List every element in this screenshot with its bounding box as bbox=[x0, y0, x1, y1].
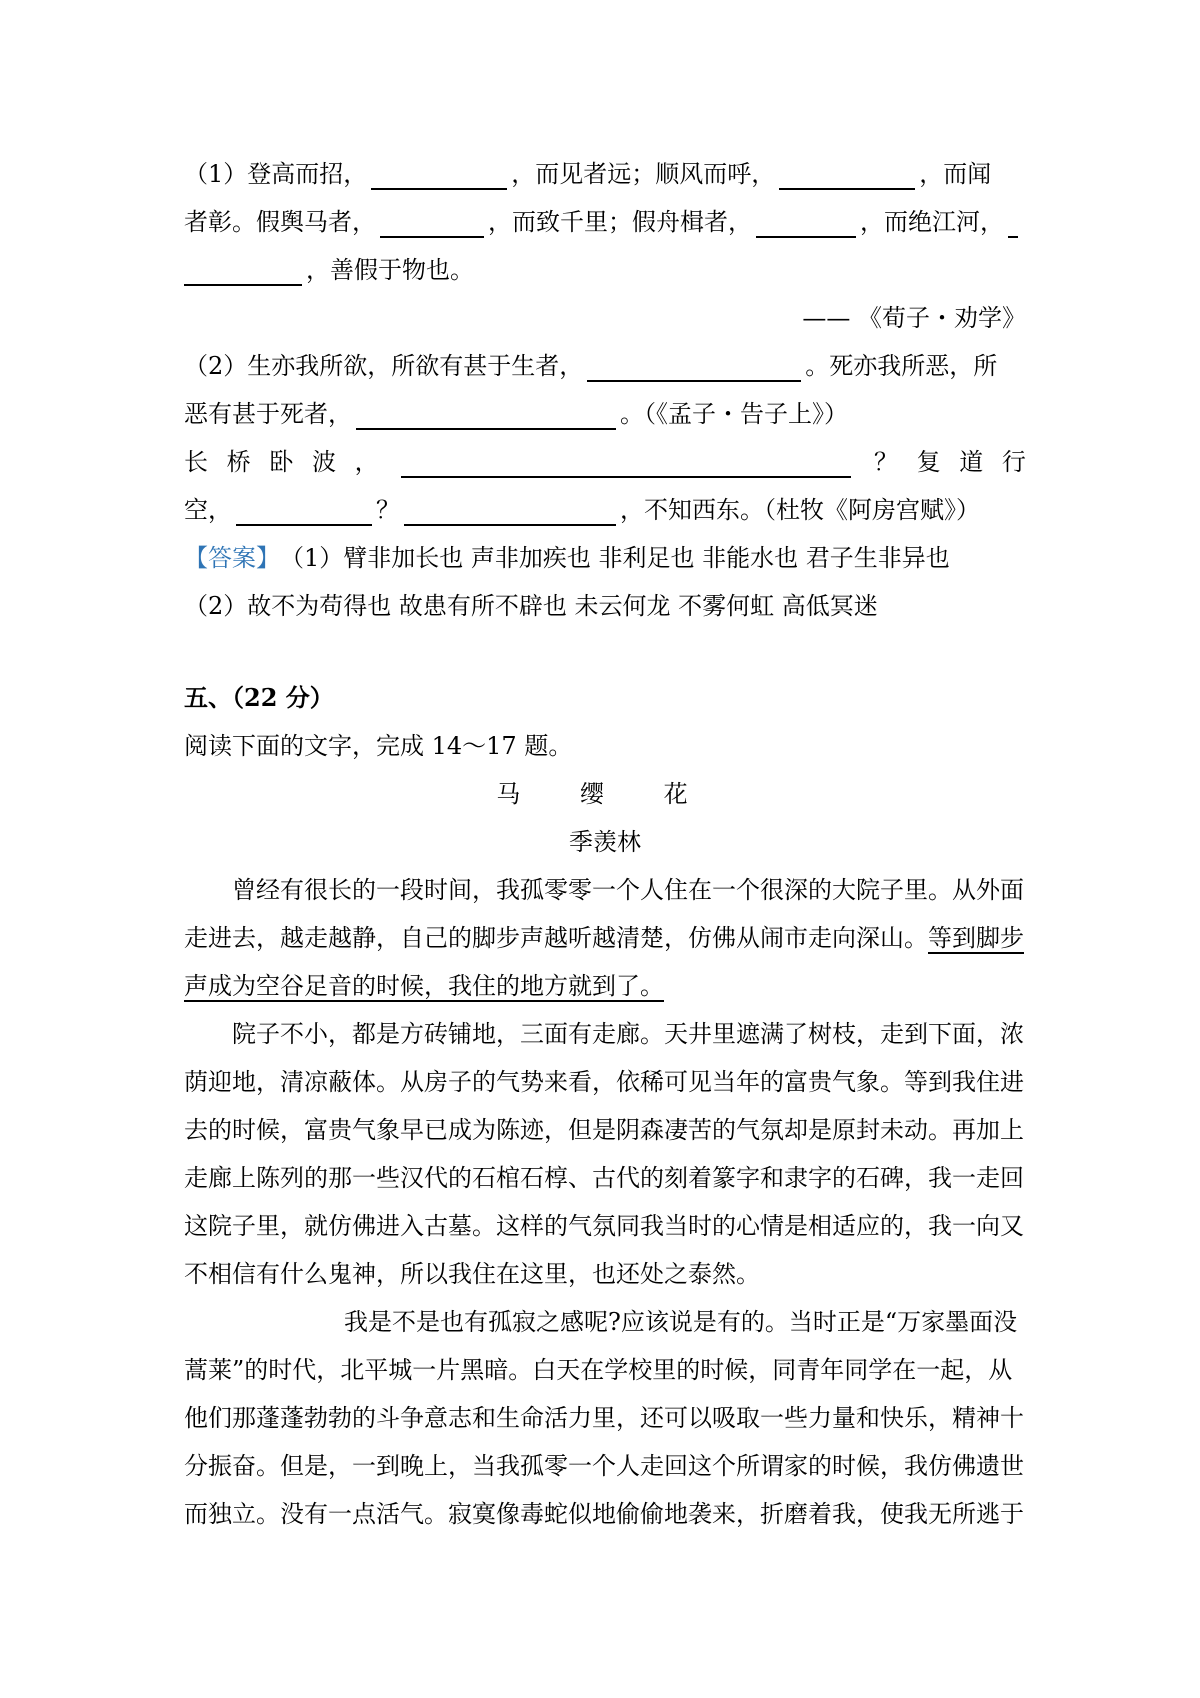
document-page bbox=[184, 150, 1026, 1538]
section-instruction bbox=[184, 722, 1026, 770]
fill-blank[interactable] bbox=[1008, 206, 1018, 238]
q2-char: 卧 bbox=[269, 448, 294, 476]
essay-line bbox=[184, 1154, 1026, 1202]
section-heading bbox=[184, 674, 1026, 722]
fill-blank[interactable] bbox=[236, 494, 372, 526]
q2-char: ？ bbox=[873, 448, 898, 476]
q1-text: ，而闻 bbox=[919, 160, 992, 188]
section-instruction-text: 阅读下面的文字，完成 14～17 题。 bbox=[184, 732, 573, 760]
essay-text: 我是不是也有孤寂之感呢?应该说是有的。当时正是“万家墨面没 bbox=[344, 1308, 1018, 1336]
fill-blank[interactable] bbox=[356, 398, 616, 430]
q1-line-3 bbox=[184, 246, 1026, 294]
section-heading-text: 五、（22 分） bbox=[184, 683, 334, 712]
essay-text: 这院子里，就仿佛进入古墓。这样的气氛同我当时的心情是相适应的，我一向又 bbox=[184, 1212, 1024, 1240]
q2-char: 行 bbox=[1001, 448, 1026, 476]
q2-char: 波 bbox=[311, 448, 336, 476]
answer-text: （1）臂非加长也 声非加疾也 非利足也 非能水也 君子生非异也 bbox=[280, 544, 950, 572]
answer-line-2 bbox=[184, 582, 1026, 630]
q1-text: ，而致千里；假舟楫者， bbox=[488, 208, 752, 236]
essay-text: 蒿莱”的时代，北平城一片黑暗。白天在学校里的时候，同青年同学在一起，从 bbox=[184, 1356, 1013, 1384]
essay-line bbox=[184, 1298, 1026, 1346]
underlined-sentence: 等到脚步 bbox=[928, 924, 1024, 952]
essay-text: 不相信有什么鬼神，所以我住在这里，也还处之泰然。 bbox=[184, 1260, 760, 1288]
essay-text: 分振奋。但是，一到晚上，当我孤零一个人走回这个所谓家的时候，我仿佛遗世 bbox=[184, 1452, 1024, 1480]
answer-tag: 【答案】 bbox=[184, 544, 280, 572]
q2-text: 空， bbox=[184, 496, 232, 524]
q2-text: 恶有甚于死者， bbox=[184, 400, 352, 428]
essay-line bbox=[184, 1346, 1026, 1394]
q1-line-1 bbox=[184, 150, 1026, 198]
essay-line bbox=[184, 1490, 1026, 1538]
fill-blank[interactable] bbox=[380, 206, 484, 238]
q1-text: （1）登高而招， bbox=[184, 160, 368, 188]
q2-char: 桥 bbox=[226, 448, 251, 476]
q2-text: ，不知西东。（杜牧《阿房宫赋》） bbox=[620, 496, 980, 524]
essay-text: 而独立。没有一点活气。寂寞像毒蛇似地偷偷地袭来，折磨着我，使我无所逃于 bbox=[184, 1500, 1024, 1528]
answer-line-1 bbox=[184, 534, 1026, 582]
fill-blank[interactable] bbox=[371, 158, 507, 190]
fill-blank[interactable] bbox=[587, 350, 801, 382]
fill-blank[interactable] bbox=[756, 206, 856, 238]
essay-author bbox=[184, 818, 1026, 866]
q2-line-4 bbox=[184, 486, 1026, 534]
essay-text: 院子不小，都是方砖铺地，三面有走廊。天井里遮满了树枝，走到下面，浓 bbox=[232, 1020, 1024, 1048]
q1-source: —— 《荀子・劝学》 bbox=[802, 304, 1026, 332]
essay-text: 走廊上陈列的那一些汉代的石棺石椁、古代的刻着篆字和隶字的石碑，我一走回 bbox=[184, 1164, 1024, 1192]
q2-line-1 bbox=[184, 342, 1026, 390]
essay-text: 去的时候，富贵气象早已成为陈迹，但是阴森凄苦的气氛却是原封未动。再加上 bbox=[184, 1116, 1024, 1144]
essay-line bbox=[184, 866, 1026, 914]
q2-text: （2）生亦我所欲，所欲有甚于生者， bbox=[184, 352, 584, 380]
q2-char: 复 bbox=[916, 448, 941, 476]
essay-text: 走进去，越走越静，自己的脚步声越听越清楚，仿佛从闹市走向深山。 bbox=[184, 924, 928, 952]
essay-title bbox=[184, 770, 1026, 818]
essay-text: 荫迎地，清凉蔽体。从房子的气势来看，依稀可见当年的富贵气象。等到我住进 bbox=[184, 1068, 1024, 1096]
q1-source-line bbox=[184, 294, 1026, 342]
q2-char: 长 bbox=[184, 448, 208, 476]
essay-line bbox=[184, 962, 1026, 1010]
essay-line bbox=[184, 1250, 1026, 1298]
essay-title-text: 马 缨 花 bbox=[496, 780, 714, 808]
q2-char: ， bbox=[354, 448, 379, 476]
q1-text: 者彰。假舆马者， bbox=[184, 208, 376, 236]
q2-text: 。（《孟子・告子上》） bbox=[620, 400, 848, 428]
answer-text: （2）故不为苟得也 故患有所不辟也 未云何龙 不雾何虹 高低冥迷 bbox=[184, 592, 878, 620]
q2-line-2 bbox=[184, 390, 1026, 438]
q1-text: ，善假于物也。 bbox=[306, 256, 474, 284]
essay-line bbox=[184, 1010, 1026, 1058]
q1-text: ，而见者远；顺风而呼， bbox=[511, 160, 776, 188]
q1-text: ，而绝江河， bbox=[860, 208, 1004, 236]
underlined-sentence: 声成为空谷足音的时候，我住的地方就到了。 bbox=[184, 972, 664, 1000]
q1-line-2 bbox=[184, 198, 1026, 246]
q2-line-3 bbox=[184, 438, 1026, 486]
essay-line bbox=[184, 1106, 1026, 1154]
fill-blank[interactable] bbox=[779, 158, 915, 190]
essay-line bbox=[184, 1442, 1026, 1490]
essay-text: 曾经有很长的一段时间，我孤零零一个人住在一个很深的大院子里。从外面 bbox=[232, 876, 1024, 904]
essay-text: 他们那蓬蓬勃勃的斗争意志和生命活力里，还可以吸取一些力量和快乐，精神十 bbox=[184, 1404, 1024, 1432]
q2-char: 道 bbox=[959, 448, 984, 476]
fill-blank[interactable] bbox=[184, 254, 302, 286]
essay-author-text: 季羡林 bbox=[569, 828, 641, 856]
q2-text: ？ bbox=[376, 496, 400, 524]
fill-blank[interactable] bbox=[401, 446, 851, 478]
essay-line bbox=[184, 1202, 1026, 1250]
q2-text: 。死亦我所恶，所 bbox=[805, 352, 998, 380]
essay-line bbox=[184, 1058, 1026, 1106]
essay-line bbox=[184, 1394, 1026, 1442]
fill-blank[interactable] bbox=[404, 494, 616, 526]
essay-line bbox=[184, 914, 1026, 962]
